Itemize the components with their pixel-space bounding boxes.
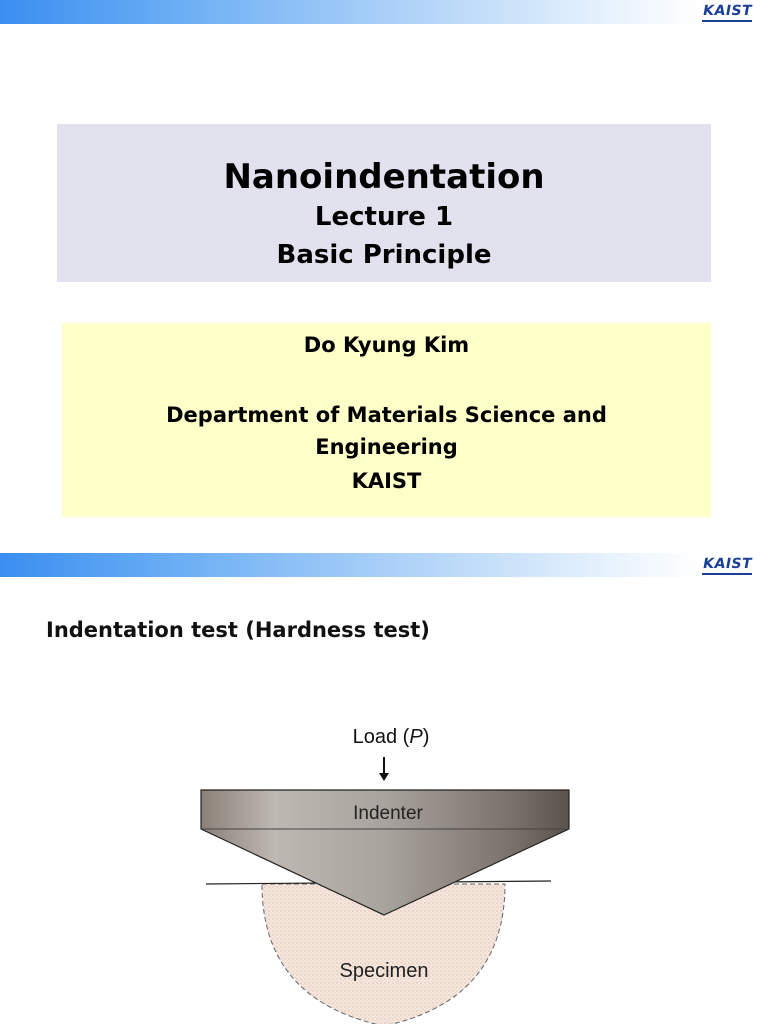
- load-arrow-icon: [379, 757, 389, 781]
- department-line-2: Engineering: [315, 435, 458, 459]
- kaist-logo: KAIST: [701, 3, 754, 19]
- header-bar: [0, 0, 768, 26]
- lecture-number: Lecture 1: [314, 202, 454, 232]
- lecture-title: Nanoindentation: [223, 157, 545, 197]
- indentation-diagram: [0, 550, 768, 1024]
- department-line-1: Department of Materials Science and: [166, 403, 607, 427]
- title-box: [57, 124, 711, 282]
- lecture-topic: Basic Principle: [276, 240, 492, 270]
- author-box: [62, 323, 711, 517]
- author-name: Do Kyung Kim: [303, 333, 470, 357]
- header-gradient: [0, 0, 700, 24]
- slide-title: Indentation test (Hardness test): [46, 618, 430, 642]
- content-slide: [0, 550, 768, 1024]
- load-label: Load (P): [352, 726, 430, 748]
- institution: KAIST: [351, 469, 422, 493]
- specimen-label: Specimen: [339, 960, 429, 982]
- indenter-label: Indenter: [353, 803, 423, 824]
- kaist-logo-underline: [702, 20, 752, 22]
- kaist-logo: KAIST: [701, 556, 754, 572]
